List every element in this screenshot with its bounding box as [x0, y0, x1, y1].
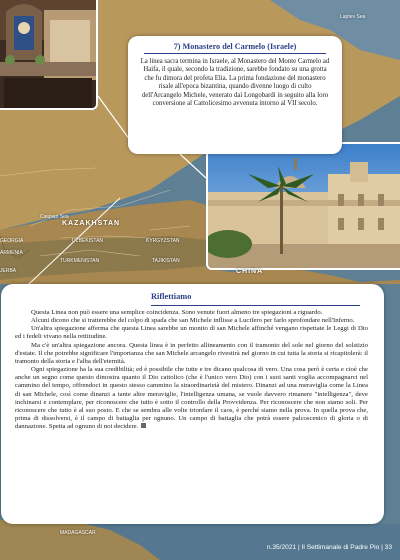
map-label-kazakhstan: KAZAKHSTAN [62, 220, 121, 227]
riflettiamo-box [1, 284, 384, 524]
carmelo-body-text: La linea sacra termina in Israele, al Monastero del Monte Carmelo ad Haifa, il quale, secondo la tradizione, sarebbe fondato su una grotta che fu dimora del profeta Elia. La prima fondazione del monastero risale all'epoca bizantina, quando divenne luogo di culto dell'Arcangelo Michele, venerato dai Longobardi in seguito alla loro conversione al Cattolicesimo avvenuta intorno al VII secolo. [140, 58, 330, 108]
map-label-uzbekistan: UZBEKISTAN [72, 238, 104, 244]
riflettiamo-body [15, 309, 368, 431]
footer-separator: | [298, 544, 302, 551]
paragraph: Questa Linea non può essere una semplice coincidenza. Sono venute fuori almeno tre spiegazioni a riguardo. [31, 309, 323, 316]
map-label-jerba: JERBA [0, 268, 17, 274]
map-label-china: CHINA [236, 268, 264, 275]
map-label-georgia: GEORGIA [0, 238, 24, 244]
end-mark-icon [141, 423, 146, 428]
issue-number: n.35/2021 [266, 544, 297, 551]
carmelo-title: 7) Monastero del Carmelo (Israele) [173, 42, 297, 51]
map-label-madagascar: MADAGASCAR [60, 530, 96, 536]
carmelo-caption-box [128, 36, 342, 154]
map-label-tajikistan: TAJIKISTAN [152, 258, 180, 264]
map-label-laptev-sea: Laptev Sea [340, 14, 366, 20]
footer-text [267, 544, 392, 551]
map-label-kyrgyzstan: KYRGYZSTAN [146, 238, 180, 244]
paragraph: Ma c'è un'altra spiegazione ancora. Questa linea è in perfetto allineamento con il tramonto del sole nel giorno del solstizio d'estate. Il che potrebbe significare l'importanza che san Michele arcangelo rivestirà nel giorno in cui tutta la storia si ricapitolerà: il tramonto della storia e l'alba dell'eternità. [15, 341, 368, 365]
page-number: 33 [384, 544, 392, 551]
paragraph-last [15, 366, 368, 431]
monastery-photo [206, 142, 400, 270]
paragraph: Alcuni dicono che si tratterebbe del colpo di spada che san Michele inflisse a Lucifero per farlo sprofondare nell'Inferno. [31, 317, 355, 325]
map-label-caspian-sea: Caspian Sea [40, 214, 69, 220]
paragraph-last-text: Ogni spiegazione ha la sua credibilità; ed è possibile che tutte e tre dicano qualcosa di vero. Una cosa però è certa e cioè che anche un segno come questo dimostra quanto il Dio cattolico (che è l'unico vero Dio) con i suoi santi voglia accompagnarci nel cammino del tempo, offrendoci in questo stesso cammino la straordinarietà del mistero. Dinanzi ad una meraviglia come la Linea di san Michele, così come dinanzi a tante altre meraviglie, l'intelligenza umana, se vuole davvero rimanere "intelligenza", deve inchinarsi e contemplare, per riconoscere che tutto è sotto il controllo della Provvidenza. Per riconoscere che non siamo soli. Per riconoscere che tutto è al suo posto. E che se sembra alle volte trionfare il caos, è perché siamo nella prova. In quella prova che, prima di dissolversi, è il campo di battaglia per ognuno. Un campo di battaglia che potrà essere palcoscenico di gloria o di dannazione. Spetta ad ognuno di noi decidere. [15, 366, 368, 431]
footer-separator: | [381, 544, 385, 551]
title-rule [151, 305, 360, 306]
page-footer [0, 540, 400, 560]
title-rule [144, 53, 326, 54]
map-label-turkmenistan: TURKMENISTAN [60, 258, 100, 264]
paragraph: Un'altra spiegazione afferma che questa Linea sarebbe un monito di san Michele affinché vengano rispettate le Leggi di Dio ed i fedeli vivano nella rettitudine. [15, 325, 368, 341]
magazine-name: Il Settimanale di Padre Pio [301, 544, 380, 551]
chapel-interior-photo [0, 0, 98, 110]
riflettiamo-title: Riflettiamo [151, 292, 192, 301]
map-label-armenia: ARMENIA [0, 250, 23, 256]
